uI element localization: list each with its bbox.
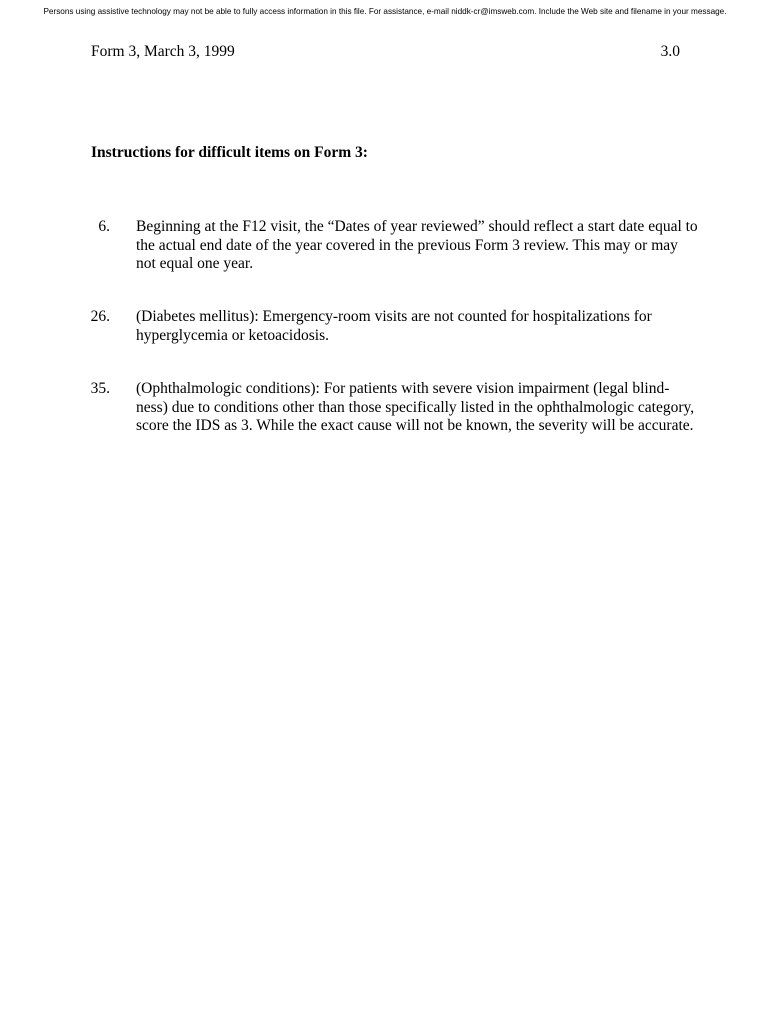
item-text-line: hyperglycemia or ketoacidosis. — [136, 326, 329, 344]
item-text-line: (Ophthalmologic conditions): For patients with severe vision impairment (legal blind- — [136, 380, 670, 397]
item-text — [136, 380, 695, 436]
version-number: 3.0 — [660, 43, 680, 60]
form-date-header: Form 3, March 3, 1999 — [91, 43, 235, 60]
item-text-line: not equal one year. — [136, 255, 254, 272]
item-number: 6. — [98, 218, 110, 235]
item-number: 35. — [90, 380, 110, 397]
item-text — [136, 218, 698, 274]
item-text-line: ness) due to conditions other than those specifically listed in the ophthalmologic category, — [136, 398, 695, 416]
item-text-line: score the IDS as 3. While the exact cause will not be known, the severity will be accurate. — [136, 417, 694, 434]
instructions-heading: Instructions for difficult items on Form 3: — [91, 144, 368, 161]
item-text-line: the actual end date of the year covered in the previous Form 3 review. This may or may — [136, 236, 678, 254]
item-number: 26. — [90, 308, 110, 325]
item-text — [136, 308, 688, 345]
item-text-line: (Diabetes mellitus): Emergency-room visits are not counted for hospitalizations for — [136, 308, 652, 325]
item-text-line: Beginning at the F12 visit, the “Dates of year reviewed” should reflect a start date equal to — [136, 218, 698, 235]
accessibility-notice: Persons using assistive technology may not be able to fully access information in this file. For assistance, e-mail niddk-cr@imsweb.com. Include the Web site and filename in your message. — [43, 7, 727, 16]
